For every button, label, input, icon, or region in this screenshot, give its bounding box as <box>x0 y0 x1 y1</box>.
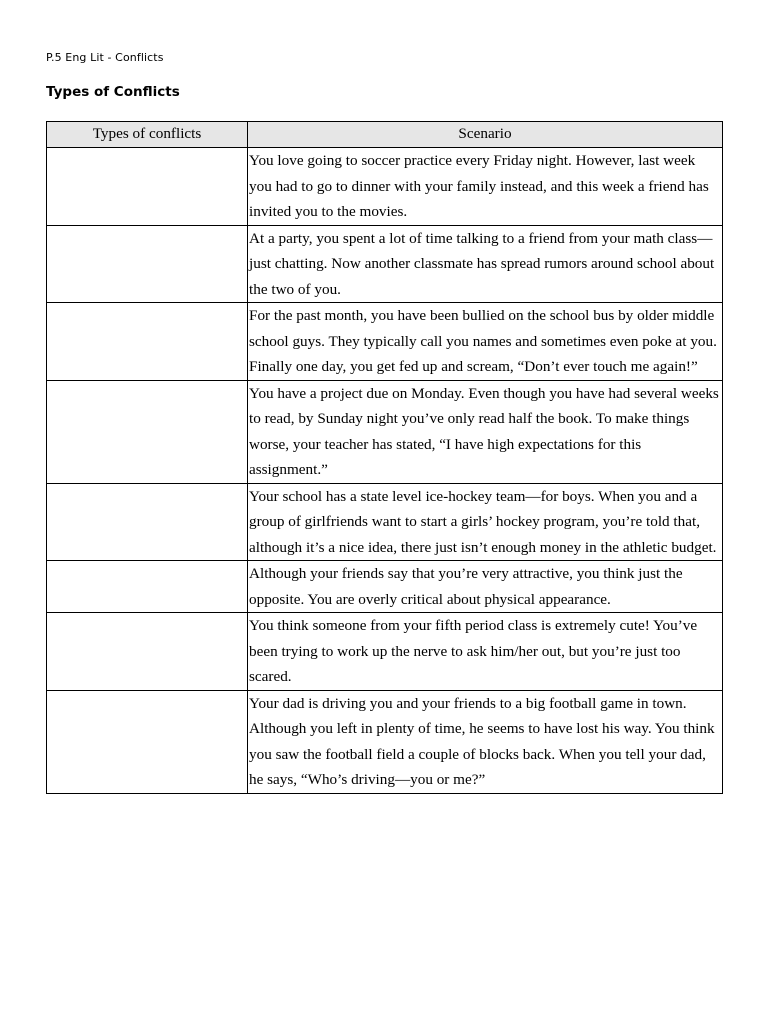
conflict-type-cell[interactable] <box>47 690 248 793</box>
scenario-cell: Your school has a state level ice-hockey team—for boys. When you and a group of girlfriends want to start a girls’ hockey program, you’re told that, although it’s a nice idea, there just isn’t enough money in the athletic budget. <box>248 483 723 561</box>
table-row <box>47 148 723 226</box>
conflict-type-cell[interactable] <box>47 380 248 483</box>
table-row <box>47 225 723 303</box>
table-header-row <box>47 122 723 148</box>
scenario-cell: For the past month, you have been bullied on the school bus by older middle school guys. They typically call you names and sometimes even poke at you. Finally one day, you get fed up and scream, “Don’t ever touch me again!” <box>248 303 723 381</box>
scenario-cell: You love going to soccer practice every Friday night. However, last week you had to go to dinner with your family instead, and this week a friend has invited you to the movies. <box>248 148 723 226</box>
page-title: Types of Conflicts <box>46 84 180 100</box>
conflict-type-cell[interactable] <box>47 303 248 381</box>
conflict-type-cell[interactable] <box>47 225 248 303</box>
table-header <box>47 122 723 148</box>
scenario-cell: At a party, you spent a lot of time talking to a friend from your math class—just chatting. Now another classmate has spread rumors around school about the two of you. <box>248 225 723 303</box>
table-row <box>47 613 723 691</box>
scenario-cell: Although your friends say that you’re very attractive, you think just the opposite. You are overly critical about physical appearance. <box>248 561 723 613</box>
table-body <box>47 148 723 794</box>
scenario-cell: You think someone from your fifth period class is extremely cute! You’ve been trying to work up the nerve to ask him/her out, but you’re just too scared. <box>248 613 723 691</box>
conflict-type-cell[interactable] <box>47 561 248 613</box>
scenario-cell: Your dad is driving you and your friends to a big football game in town. Although you left in plenty of time, he seems to have lost his way. You think you saw the football field a couple of blocks back. When you tell your dad, he says, “Who’s driving—you or me?” <box>248 690 723 793</box>
table-row <box>47 380 723 483</box>
document-header: P.5 Eng Lit - Conflicts <box>46 51 164 64</box>
conflict-type-cell[interactable] <box>47 613 248 691</box>
table-row <box>47 303 723 381</box>
scenario-cell: You have a project due on Monday. Even though you have had several weeks to read, by Sunday night you’ve only read half the book. To make things worse, your teacher has stated, “I have high expectations for this assignment.” <box>248 380 723 483</box>
conflicts-table <box>46 121 723 794</box>
column-header-scenario: Scenario <box>248 122 723 148</box>
conflict-type-cell[interactable] <box>47 148 248 226</box>
column-header-types: Types of conflicts <box>47 122 248 148</box>
table-row <box>47 561 723 613</box>
table-row <box>47 690 723 793</box>
conflict-type-cell[interactable] <box>47 483 248 561</box>
table-row <box>47 483 723 561</box>
